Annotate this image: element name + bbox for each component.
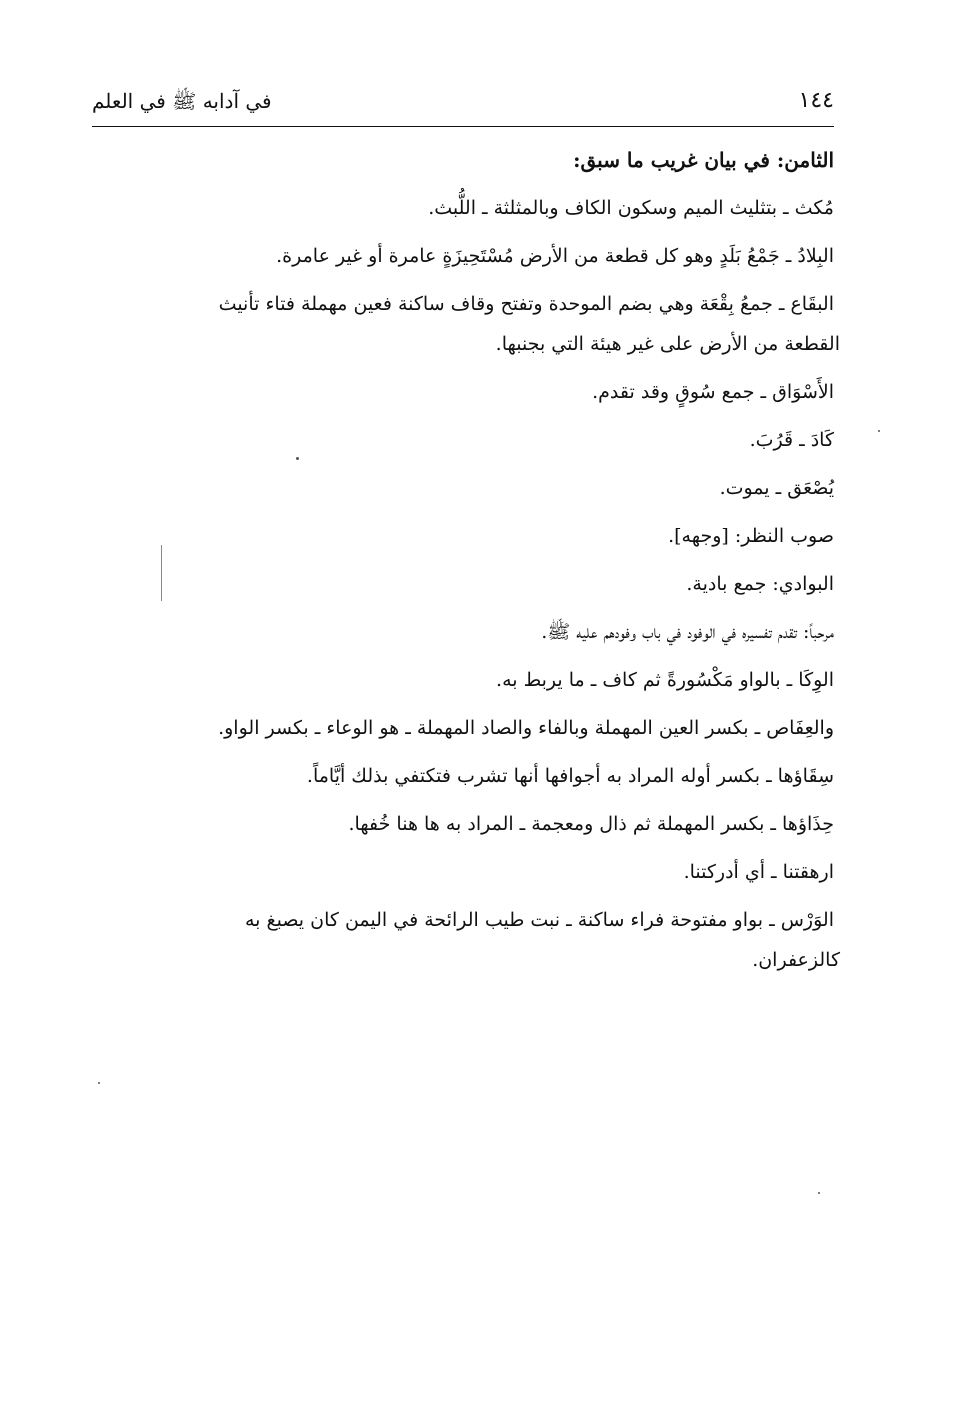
scan-speck [98,1082,100,1084]
header-rule [92,126,834,127]
glossary-entry [94,708,834,756]
entry-text: مرحباً: تقدم تفسيره في الوفود في باب وفودهم عليه ﷺ. [541,621,834,643]
glossary-entry [94,468,834,516]
entry-text: يُصْعَق ـ يموت. [719,477,834,499]
glossary-entry [94,756,834,804]
entry-text: الوَرْس ـ بواو مفتوحة فراء ساكنة ـ نبت طيب الرائحة في اليمن كان يصبغ به [244,909,834,931]
running-title: في آدابه ﷺ في العلم [92,89,272,113]
glossary-entry [94,284,840,364]
glossary-entry [94,852,834,900]
entry-text: كَادَ ـ قَرُبَ. [749,429,834,451]
glossary-entry [94,612,834,660]
entry-text: الأَسْوَاق ـ جمع سُوقٍ وقد تقدم. [592,381,834,403]
page-header [92,84,834,122]
glossary-entry [94,372,834,420]
glossary-entry [94,804,834,852]
entry-text: صوب النظر: [وجهه]. [668,525,834,547]
entry-text: والعِفَاص ـ بكسر العين المهملة وبالفاء والصاد المهملة ـ هو الوعاء ـ بكسر الواو. [218,717,834,739]
entry-text: البقَاع ـ جمعُ بِقْعَة وهي بضم الموحدة وتفتح وقاف ساكنة فعين مهملة فتاء تأنيث [218,293,834,315]
page-number: ١٤٤ [798,88,834,113]
entry-continuation: كالزعفران. [752,949,840,971]
entry-continuation: القطعة من الأرض على غير هيئة التي بجنبها. [495,333,840,355]
glossary-entry [94,516,834,564]
scan-line [161,545,162,601]
entry-text: مُكث ـ بتثليث الميم وسكون الكاف وبالمثلثة ـ اللُّبث. [428,197,834,219]
glossary-entry [94,900,840,980]
scan-speck [818,1192,820,1194]
section-heading: الثامن: في بيان غريب ما سبق: [573,148,834,172]
scan-speck [878,430,880,432]
glossary-body [94,140,840,988]
entry-text: حِذَاؤها ـ بكسر المهملة ثم ذال ومعجمة ـ المراد به ها هنا خُفها. [348,813,834,835]
glossary-entry [94,564,834,612]
entry-text: البوادي: جمع بادية. [686,573,834,595]
glossary-entry [94,660,834,708]
entry-text: الوِكَا ـ بالواو مَكْسُورةً ثم كاف ـ ما يربط به. [496,669,834,691]
glossary-entry [94,236,834,284]
glossary-entry [94,188,834,236]
scan-speck [296,457,299,460]
entry-text: ارهقتنا ـ أي أدركتنا. [683,861,834,883]
entry-text: سِقَاؤها ـ بكسر أوله المراد به أجوافها أنها تشرب فتكتفي بذلك أيَّاماً. [306,765,834,787]
entry-text: البِلادُ ـ جَمْعُ بَلَدٍ وهو كل قطعة من الأرض مُسْتَحِيزَةٍ عامرة أو غير عامرة. [276,245,834,267]
glossary-entry [94,420,834,468]
